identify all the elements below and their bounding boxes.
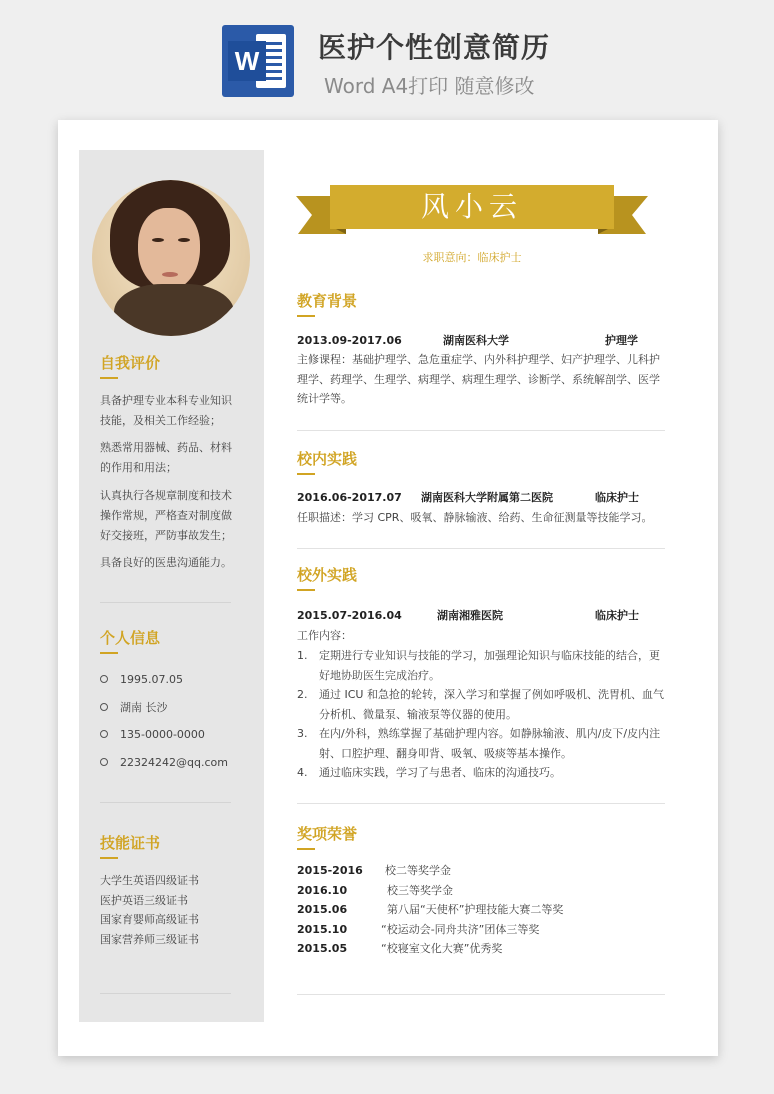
section-divider (297, 994, 665, 995)
circle-bullet-icon (100, 675, 108, 683)
self-eval-item: 认真执行各规章制度和技术操作常规，严格查对制度做好交接班，严防事故发生； (100, 489, 232, 542)
section-divider (297, 803, 665, 804)
education-title: 教育背景 (297, 292, 358, 310)
skill-cert: 国家营养师三级证书 (100, 933, 199, 946)
education-major: 护理学 (605, 334, 638, 347)
education-period: 2013.09-2017.06 (297, 334, 402, 347)
external-work-list (297, 646, 667, 783)
name-ribbon (294, 182, 650, 242)
campus-practice-title: 校内实践 (297, 450, 358, 468)
self-eval-item: 熟悉常用器械、药品、材料的作用和用法； (100, 441, 232, 474)
external-practice-underline (297, 589, 315, 591)
external-org: 湖南湘雅医院 (437, 609, 503, 622)
sidebar (79, 150, 264, 1022)
sidebar-divider (100, 802, 231, 803)
email-row: 22324242@qq.com (100, 755, 228, 771)
list-item: 1. 定期进行专业知识与技能的学习，加强理论知识与临床技能的结合，更好地协助医生完成治疗。 (297, 649, 660, 682)
banner-title: 医护个性创意简历 (318, 31, 551, 64)
personal-info-underline (100, 652, 118, 654)
self-eval-item: 具备良好的医患沟通能力。 (100, 556, 232, 569)
self-eval-title: 自我评价 (100, 354, 161, 372)
awards-title: 奖项荣誉 (297, 825, 358, 843)
list-item: 4. 通过临床实践，学习了与患者、临床的沟通技巧。 (297, 766, 561, 779)
sidebar-divider (100, 993, 231, 994)
resume-page: 自我评价 具备护理专业本科专业知识技能，及相关工作经验； 熟悉常用器械、药品、材料的作用和用法； 认真执行各规章制度和技术操作常规，严格查对制度做好交接班，严防事故发生； 具备良好的医患沟通能力。 个人信息 1995.07.05 湖南 长沙 135-0000-0000 22324242@qq.com 技能证书 大学生英语四级证书 医护英语三级证书 国家育婴师高级证书 国家营养师三级证书 风小云 求职意向：临床护士 教育背景 2013.09-2017.06 湖南医科大学 护理学 主修课程：基础护理学、急危重症学、内外科护理学、妇产护理学、儿科护理学、药理学、生理学、病理学、病理生理学、诊断学、系统解剖学、医学统计学等。 校内实践 2016.06-2017.07 湖南医科大学附属第二医院 临床护士 任职描述：学习 CPR、吸氧、静脉输液、给药、生命征测量等技能学习。 校外实践 2015.07-2016.04 湖南湘雅医院 临床护士 工作内容： 1. 定期进行专业知识与技能的学习，加强理论知识与临床技能的结合，更好地协助医生完成治疗。 2. 通过 ICU 和急抢的轮转，深入学习和掌握了例如呼吸机、洗胃机、血气分析机、微量泵、输液泵等仪器的使用。 3. 在内/外科，熟练掌握了基础护理内容。如静脉输液、肌内/皮下/皮内注射、口腔护理、翻身叩背、吸氧、吸痰等基本操作。 4. 通过临床实践，学习了与患者、临床的沟通技巧。 奖项荣誉 2015-2016 校二等奖学金 2016.10 校三等奖学金 2015.06 第八届“天使杯”护理技能大赛二等奖 2015.10 “校运动会-同舟共济”团体三等奖 2015.05 “校寝室文化大赛”优秀奖 (58, 120, 718, 1056)
word-document-icon (222, 25, 294, 97)
section-divider (297, 430, 665, 431)
awards-underline (297, 848, 315, 850)
external-intro: 工作内容： (297, 629, 352, 642)
circle-bullet-icon (100, 703, 108, 711)
circle-bullet-icon (100, 758, 108, 766)
education-school: 湖南医科大学 (443, 334, 509, 347)
campus-period: 2016.06-2017.07 (297, 491, 402, 504)
education-courses: 主修课程：基础护理学、急危重症学、内外科护理学、妇产护理学、儿科护理学、药理学、生理学、病理学、病理生理学、诊断学、系统解剖学、医学统计学等。 (297, 353, 660, 405)
birthday-row: 1995.07.05 (100, 672, 183, 688)
self-eval-underline (100, 377, 118, 379)
circle-bullet-icon (100, 730, 108, 738)
job-objective: 求职意向：临床护士 (422, 251, 522, 264)
self-eval-item: 具备护理专业本科专业知识技能，及相关工作经验； (100, 394, 232, 427)
external-period: 2015.07-2016.04 (297, 609, 402, 622)
list-item: 2. 通过 ICU 和急抢的轮转，深入学习和掌握了例如呼吸机、洗胃机、血气分析机、微量泵、输液泵等仪器的使用。 (297, 688, 664, 721)
external-practice-title: 校外实践 (297, 566, 358, 584)
phone-row: 135-0000-0000 (100, 727, 205, 743)
word-logo-letter: W (228, 41, 266, 81)
skill-cert: 大学生英语四级证书 (100, 874, 199, 887)
campus-desc: 任职描述：学习 CPR、吸氧、静脉输液、给药、生命征测量等技能学习。 (297, 511, 653, 524)
skill-cert: 国家育婴师高级证书 (100, 913, 199, 926)
candidate-name: 风小云 (330, 185, 614, 229)
list-item: 3. 在内/外科，熟练掌握了基础护理内容。如静脉输液、肌内/皮下/皮内注射、口腔护理、翻身叩背、吸氧、吸痰等基本操作。 (297, 727, 661, 760)
location-row: 湖南 长沙 (100, 700, 168, 716)
external-role: 临床护士 (595, 609, 639, 622)
skills-title: 技能证书 (100, 834, 161, 852)
banner (0, 0, 774, 110)
campus-practice-underline (297, 473, 315, 475)
skill-cert: 医护英语三级证书 (100, 894, 188, 907)
banner-subtitle: Word A4打印 随意修改 (324, 74, 535, 98)
personal-info-title: 个人信息 (100, 629, 161, 647)
skills-underline (100, 857, 118, 859)
campus-role: 临床护士 (595, 491, 639, 504)
profile-photo (92, 180, 250, 336)
education-underline (297, 315, 315, 317)
campus-org: 湖南医科大学附属第二医院 (421, 491, 553, 504)
sidebar-divider (100, 602, 231, 603)
section-divider (297, 548, 665, 549)
